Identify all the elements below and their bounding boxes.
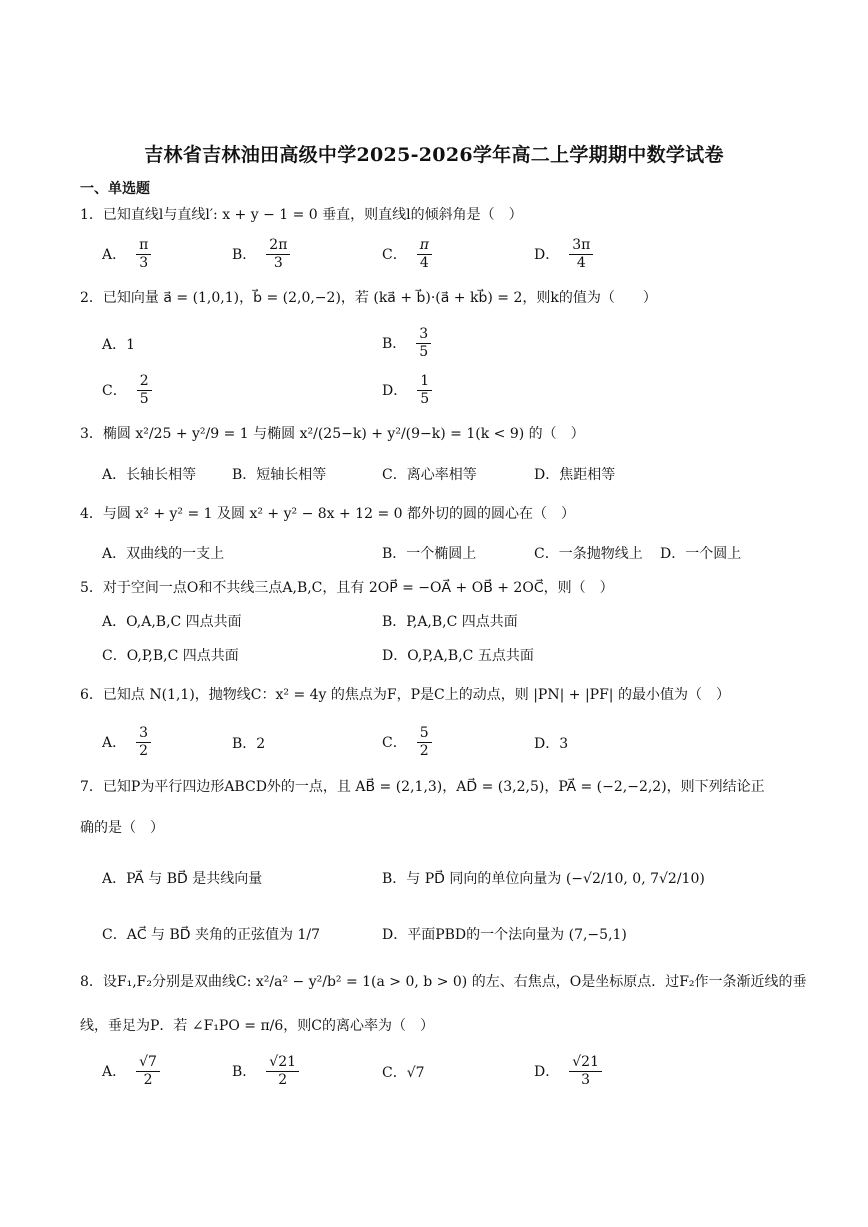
q5-option-d: D．O,P,A,B,C 五点共面 (382, 648, 534, 664)
q3-option-b: B．短轴长相等 (232, 467, 327, 483)
q1-option-c: C． $\frac{\pi}{4}$ (382, 237, 434, 272)
q4-option-a: A．双曲线的一支上 (102, 546, 225, 562)
q3-option-a: A．长轴长相等 (102, 467, 197, 483)
question-1-stem: 1．已知直线l与直线l′: x + y − 1 = 0 垂直，则直线l的倾斜角是（ ） (80, 207, 523, 223)
q1-option-d: D． $\frac{3\pi}{4}$ (534, 237, 595, 272)
question-8-stem-line-2: 线，垂足为P．若 ∠F₁PO = π/6，则C的离心率为（ ） (80, 1018, 434, 1034)
question-4-stem: 4．与圆 x² + y² = 1 及圆 x² + y² − 8x + 12 = 0 都外切的圆的圆心在（ ） (80, 506, 575, 522)
question-8-stem-line-1: 8．设F₁,F₂分别是双曲线C: x²/a² − y²/b² = 1(a > 0, b > 0) 的左、右焦点，O是坐标原点．过F₂作一条渐近线的垂 (80, 974, 807, 990)
q1-option-b: B． $\frac{2\pi}{3}$ (232, 237, 292, 272)
page-title: 吉林省吉林油田高级中学2025-2026学年高二上学期期中数学试卷 (144, 144, 724, 166)
q8-option-a: A． $\frac{√7}{2}$ (102, 1054, 162, 1089)
question-5-stem: 5．对于空间一点O和不共线三点A,B,C，且有 2OP⃗ = −OA⃗ + OB⃗ + 2OC⃗，则（ ） (80, 580, 614, 596)
q6-option-a: A． $\frac{3}{2}$ (102, 725, 153, 760)
q6-option-b: B．2 (232, 736, 266, 752)
q5-option-a: A．O,A,B,C 四点共面 (102, 614, 242, 630)
question-6-stem: 6．已知点 N(1,1)，抛物线C：x² = 4y 的焦点为F，P是C上的动点，则 |PN| + |PF| 的最小值为（ ） (80, 687, 730, 703)
q1-option-a: A． $\frac{\pi}{3}$ (102, 237, 153, 272)
q4-option-d: D．一个圆上 (660, 546, 742, 562)
q2-option-a: A．1 (102, 337, 136, 353)
q7-option-a: A．PA⃗ 与 BD⃗ 是共线向量 (102, 871, 263, 887)
q6-option-c: C． $\frac{5}{2}$ (382, 725, 434, 760)
section-heading: 一、单选题 (80, 181, 150, 197)
q8-option-d: D． $\frac{√21}{3}$ (534, 1054, 604, 1089)
q8-option-b: B． $\frac{√21}{2}$ (232, 1054, 301, 1089)
q1-a-value: $\frac{\pi}{3}$ (136, 237, 151, 272)
q4-option-c: C．一条抛物线上 (534, 546, 643, 562)
question-2-stem: 2．已知向量 a⃗ = (1,0,1)，b⃗ = (2,0,−2)，若 (ka⃗ + b⃗)·(a⃗ + kb⃗) = 2，则k的值为（ ） (80, 290, 657, 306)
q7-option-d: D．平面PBD的一个法向量为 (7,−5,1) (382, 927, 627, 943)
q2-option-c: C． $\frac{2}{5}$ (102, 373, 154, 408)
q5-option-c: C．O,P,B,C 四点共面 (102, 648, 239, 664)
q3-option-d: D．焦距相等 (534, 467, 616, 483)
question-7-stem-line-1: 7．已知P为平行四边形ABCD外的一点，且 AB⃗ = (2,1,3)，AD⃗ = (3,2,5)，PA⃗ = (−2,−2,2)，则下列结论正 (80, 779, 765, 795)
q7-option-c: C．AC⃗ 与 BD⃗ 夹角的正弦值为 1/7 (102, 927, 320, 943)
question-3-stem: 3．椭圆 x²/25 + y²/9 = 1 与椭圆 x²/(25−k) + y²/(9−k) = 1(k < 9) 的（ ） (80, 426, 585, 442)
q8-option-c: C．√7 (382, 1065, 425, 1081)
q2-option-b: B． $\frac{3}{5}$ (382, 326, 433, 361)
q4-option-b: B．一个椭圆上 (382, 546, 477, 562)
question-7-stem-line-2: 确的是（ ） (80, 820, 164, 836)
q3-option-c: C．离心率相等 (382, 467, 477, 483)
q7-option-b: B．与 PD⃗ 同向的单位向量为 (−√2/10, 0, 7√2/10) (382, 871, 705, 887)
q6-option-d: D．3 (534, 736, 569, 752)
q2-option-d: D． $\frac{1}{5}$ (382, 373, 434, 408)
q5-option-b: B．P,A,B,C 四点共面 (382, 614, 518, 630)
